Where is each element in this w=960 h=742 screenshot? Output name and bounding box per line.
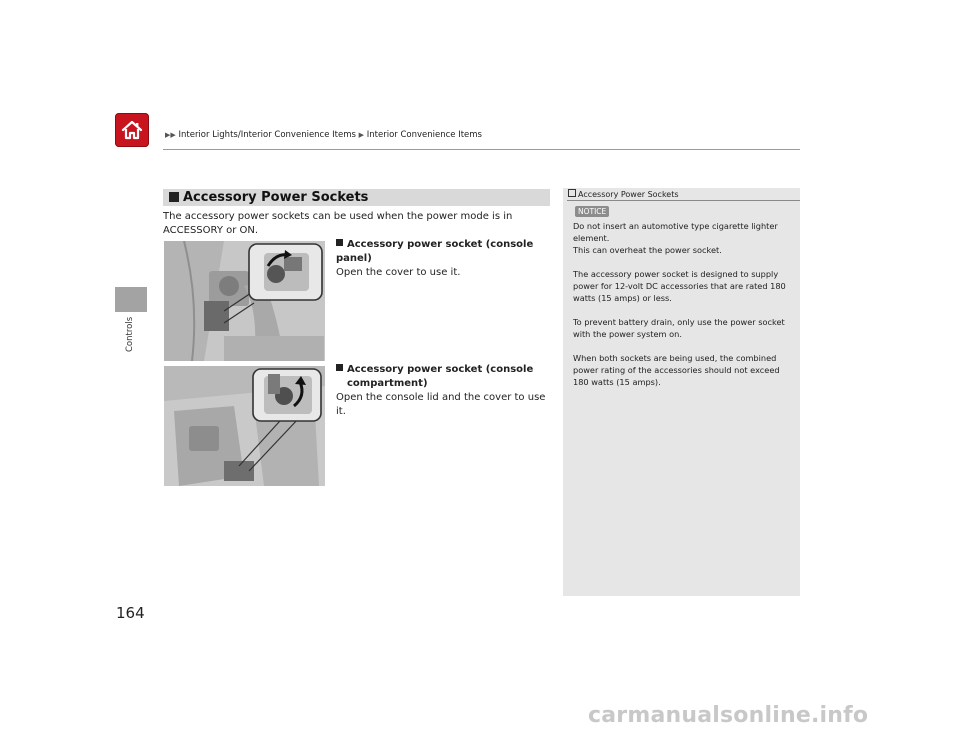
console-panel-item <box>336 238 554 280</box>
item-text: Open the console lid and the cover to use it. <box>336 392 546 417</box>
console-panel-socket-illustration <box>164 241 325 361</box>
square-bullet-icon <box>169 192 179 202</box>
breadcrumb-link-1[interactable]: Interior Lights/Interior Convenience Items <box>178 130 356 140</box>
breadcrumb <box>165 130 482 140</box>
double-arrow-icon: ▶▶ <box>165 131 176 139</box>
section-title: Accessory Power Sockets <box>163 190 368 205</box>
section-intro: The accessory power sockets can be used when the power mode is in ACCESSORY or ON. <box>163 211 513 236</box>
sidebar-paragraph: When both sockets are being used, the combined power rating of the accessories should not exceed 180 watts (15 amps). <box>573 353 780 387</box>
sidebar-paragraph: Do not insert an automotive type cigarette lighter element. This can overheat the power socket. <box>573 221 778 255</box>
item-text: Open the cover to use it. <box>336 267 461 278</box>
breadcrumb-link-2[interactable]: Interior Convenience Items <box>366 130 482 140</box>
page-number: 164 <box>116 604 145 622</box>
notice-badge: NOTICE <box>575 206 609 217</box>
sidebar-divider <box>567 200 800 201</box>
controls-tab[interactable] <box>115 287 147 312</box>
home-icon <box>120 119 144 141</box>
sidebar-paragraph: The accessory power socket is designed to supply power for 12-volt DC accessories that are rated 180 watts (15 amps) or less. <box>573 269 786 303</box>
sidebar-title: Accessory Power Sockets <box>568 189 679 199</box>
console-compartment-item <box>336 363 554 419</box>
sidebar-body <box>573 220 795 400</box>
home-button[interactable] <box>115 113 149 147</box>
section-header <box>163 189 550 206</box>
controls-tab-label: Controls <box>125 316 135 352</box>
header-divider <box>163 149 800 150</box>
arrow-icon: ▶ <box>358 131 365 139</box>
square-bullet-icon <box>336 364 343 371</box>
console-compartment-socket-illustration <box>164 366 325 486</box>
note-marker-icon <box>568 189 576 197</box>
item-heading: Accessory power socket (console panel) <box>336 239 534 264</box>
square-bullet-icon <box>336 239 343 246</box>
notes-sidebar <box>563 188 800 596</box>
watermark: carmanualsonline.info <box>588 703 869 728</box>
sidebar-paragraph: To prevent battery drain, only use the power socket with the power system on. <box>573 317 785 339</box>
item-heading: Accessory power socket (console compartment) <box>336 363 554 391</box>
